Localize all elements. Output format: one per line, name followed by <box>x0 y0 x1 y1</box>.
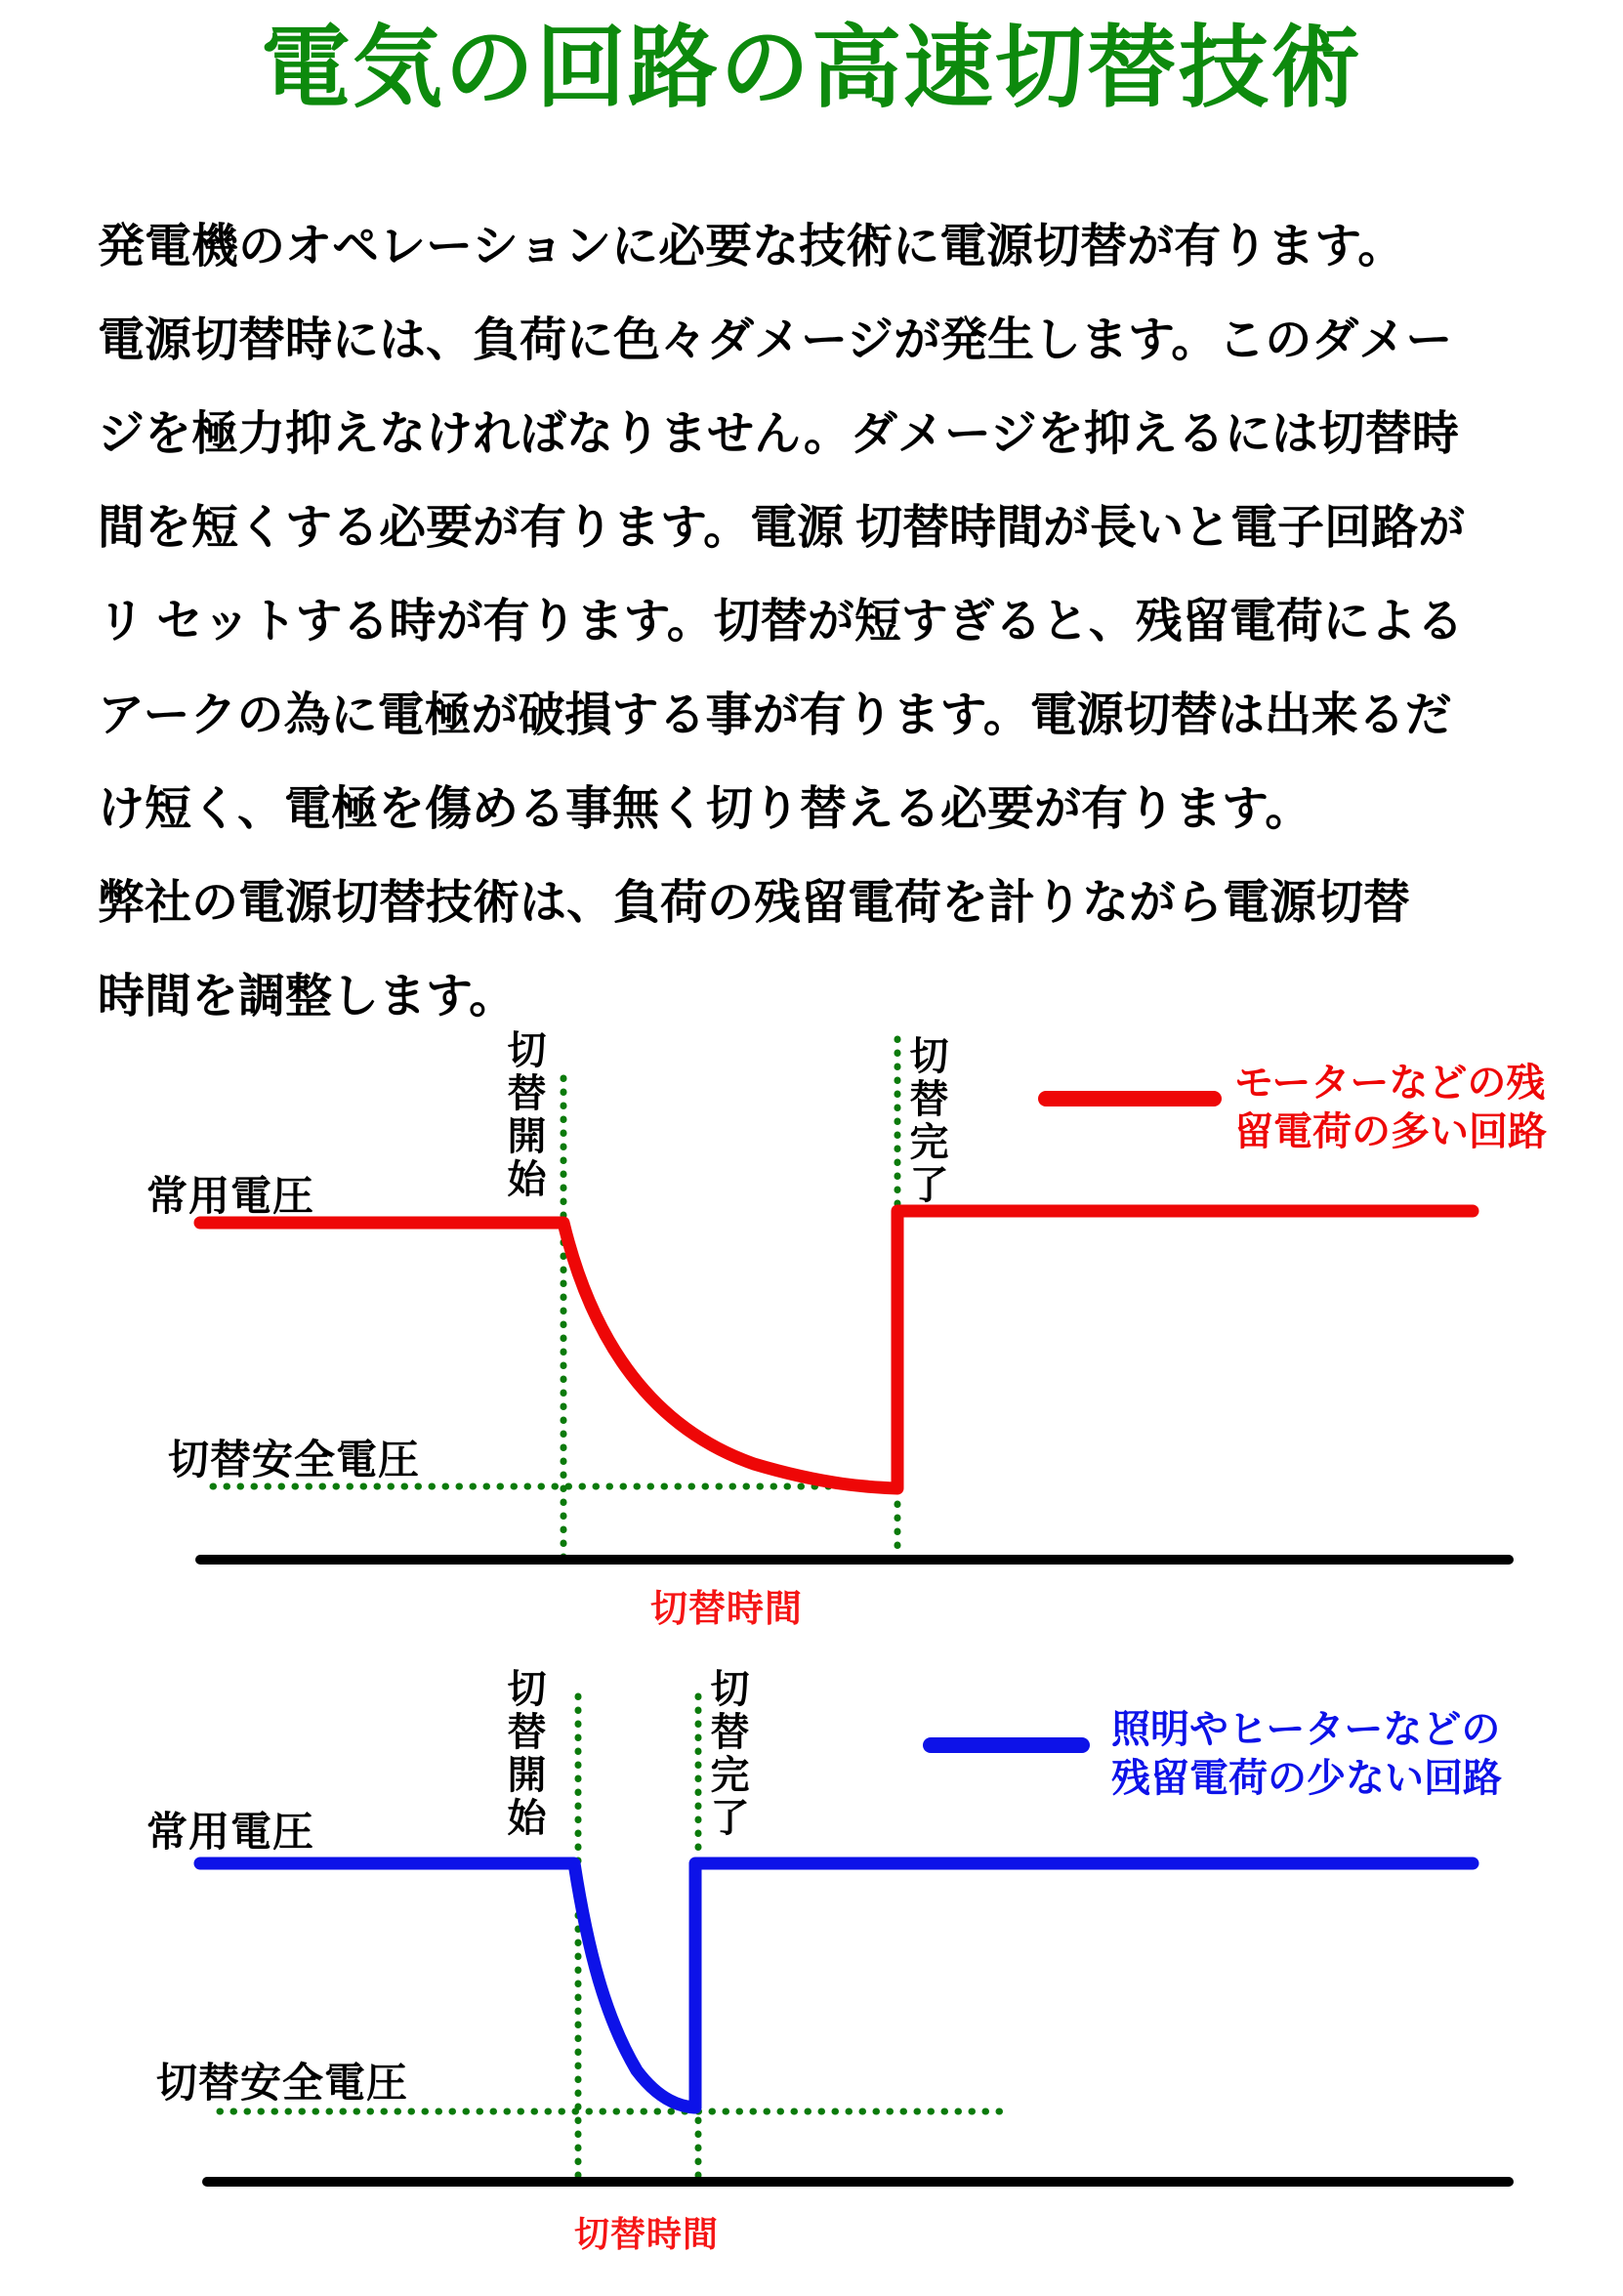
legend-line-1: モーターなどの残 <box>1234 1062 1546 1105</box>
switch-start-label: 切替開始 <box>502 1668 546 1840</box>
page-title: 電気の回路の高速切替技術 <box>260 19 1362 118</box>
safe-voltage-label: 切替安全電圧 <box>156 2062 409 2107</box>
body-line: アークの為に電極が破損する事が有ります。電源切替は出来るだ <box>98 689 1452 741</box>
safe-voltage-label: 切替安全電圧 <box>168 1439 421 1483</box>
legend-line-2: 留電荷の多い回路 <box>1234 1110 1547 1153</box>
body-line: ジを極力抑えなければなりません。ダメージを抑えるには切替時 <box>98 408 1459 460</box>
legend-line-1: 照明やヒーターなどの <box>1111 1708 1501 1751</box>
body-line: 電源切替時には、負荷に色々ダメージが発生します。このダメー <box>98 314 1453 366</box>
body-text <box>98 200 1533 1044</box>
body-line: け短く、電極を傷める事無く切り替える必要が有ります。 <box>98 783 1312 835</box>
normal-voltage-label: 常用電圧 <box>146 1175 315 1220</box>
legend-high-residual <box>1234 1059 1547 1156</box>
switch-complete-label: 切替完了 <box>904 1035 948 1207</box>
switch-time-label: 切替時間 <box>574 2215 720 2254</box>
switch-start-label: 切替開始 <box>502 1029 546 1201</box>
legend-line-2: 残留電荷の少ない回路 <box>1111 1757 1502 1800</box>
body-line: 間を短くする必要が有ります。電源 切替時間が長いと電子回路が <box>98 502 1466 554</box>
body-line: 時間を調整します。 <box>98 971 517 1023</box>
body-line: 発電機のオペレーションに必要な技術に電源切替が有ります。 <box>98 221 1405 272</box>
body-line: 弊社の電源切替技術は、負荷の残留電荷を計りながら電源切替 <box>98 877 1411 929</box>
legend-low-residual <box>1111 1705 1502 1803</box>
body-line: リ セットする時が有ります。切替が短すぎると、残留電荷による <box>98 596 1464 647</box>
switch-time-label: 切替時間 <box>650 1589 804 1630</box>
switch-complete-label: 切替完了 <box>705 1668 749 1840</box>
normal-voltage-label: 常用電圧 <box>146 1811 315 1856</box>
